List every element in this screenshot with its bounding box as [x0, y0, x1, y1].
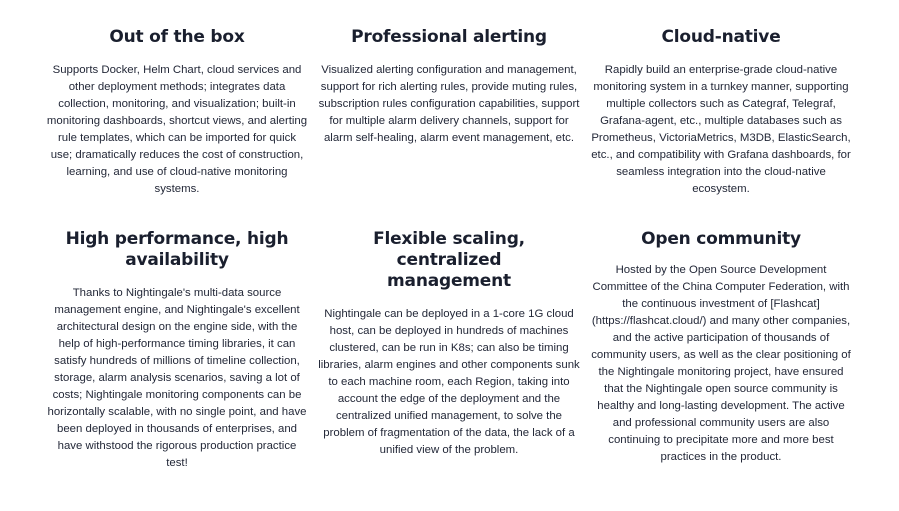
feature-card-professional-alerting: [318, 27, 580, 147]
feature-description: Thanks to Nightingale's multi-data source management engine, and Nightingale's excellent architectural design on the engine side, with the help of high-performance timing libraries, it can satisfy hundreds of millions of timeline collection, storage, alarm analysis scenarios, saving a lot of costs; Nightingale monitoring components can be horizontally scalable, with no single point, and have been deployed in thousands of enterprises, and have withstood the rigorous production practice test!: [47, 287, 307, 469]
feature-description: Hosted by the Open Source Development Committee of the China Computer Federation, with the continuous investment of [Flashcat] (https://flashcat.cloud/) and many other companies, and the active participation of thousands of community users, as well as the clear positioning of the Nightingale monitoring project, have ensured that the Nightingale open source community is healthy and long-lasting development. The active and professional community users are also continuing to precipitate more and more best practices in the product.: [591, 264, 851, 463]
feature-card-cloud-native: [590, 27, 852, 198]
feature-description: Visualized alerting configuration and management, support for rich alerting rules, provide muting rules, subscription rules configuration capabilities, support for multiple alarm delivery channels, support for alarm self-healing, alarm event management, etc.: [318, 64, 580, 144]
feature-title: Professional alerting: [351, 27, 547, 47]
feature-title: High performance, high availability: [65, 229, 289, 270]
feature-description: Rapidly build an enterprise-grade cloud-native monitoring system in a turnkey manner, supporting multiple collectors such as Categraf, Telegraf, Grafana-agent, etc., multiple databases such as Prometheus, VictoriaMetrics, M3DB, ElasticSearch, etc., and compatibility with Grafana dashboards, for seamless integration into the cloud-native ecosystem.: [591, 64, 851, 195]
feature-card-out-of-the-box: [46, 27, 308, 198]
feature-description: Nightingale can be deployed in a 1-core 1G cloud host, can be deployed in hundreds of machines clustered, can be run in K8s; can also be timing libraries, alarm engines and other components sunk to each machine room, each Region, taking into account the edge of the deployment and the centralized unified management, to solve the problem of fragmentation of the data, the lack of a unified view of the problem.: [318, 308, 580, 456]
feature-title: Out of the box: [109, 27, 245, 47]
feature-title: Open community: [641, 229, 801, 249]
feature-card-open-community: [590, 229, 852, 466]
feature-description: Supports Docker, Helm Chart, cloud services and other deployment methods; integrates data collection, monitoring, and visualization; built-in monitoring dashboards, shortcut views, and alerting rule templates, which can be imported for quick use; dramatically reduces the cost of construction, learning, and use of cloud-native monitoring systems.: [46, 64, 308, 195]
feature-card-high-performance: [46, 229, 308, 472]
feature-title: Flexible scaling, centralized management: [373, 229, 525, 291]
feature-card-flexible-scaling: [318, 229, 580, 459]
feature-title: Cloud-native: [661, 27, 781, 47]
